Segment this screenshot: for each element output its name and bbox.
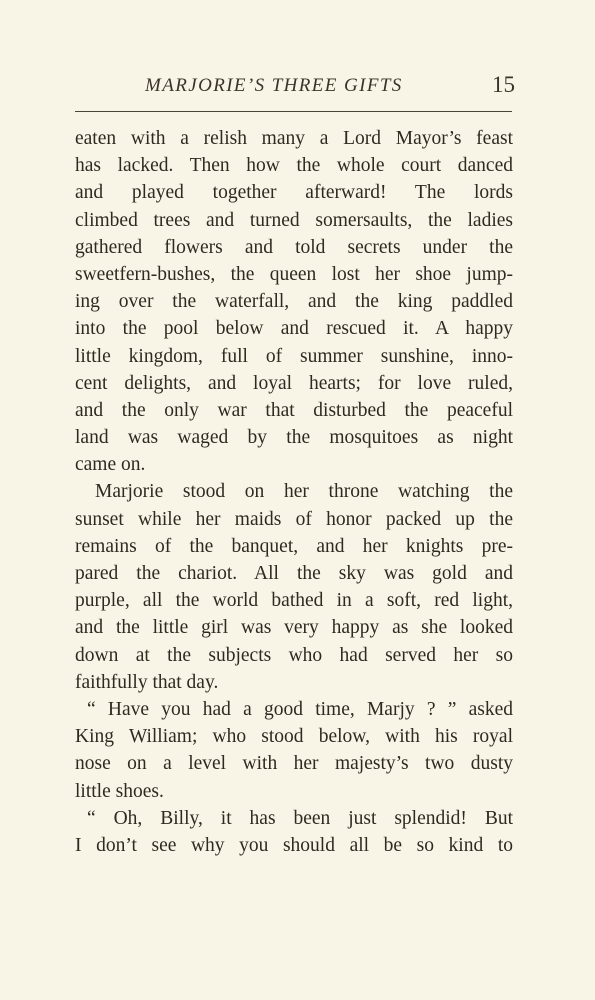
text-line: little shoes.: [75, 780, 164, 802]
text-line: “ Oh, Billy, it has been just splendid! But: [87, 807, 513, 829]
text-line: land was waged by the mosquitoes as night: [75, 427, 513, 449]
text-line: sunset while her maids of honor packed up the: [75, 508, 513, 530]
text-line: down at the subjects who had served her so: [75, 644, 513, 666]
text-line: cent delights, and loyal hearts; for love ruled,: [75, 372, 513, 394]
running-head: [75, 72, 515, 102]
text-line: nose on a level with her majesty’s two dusty: [75, 753, 513, 775]
text-line: gathered flowers and told secrets under the: [75, 236, 513, 258]
text-line: King William; who stood below, with his royal: [75, 726, 513, 748]
text-line: came on.: [75, 454, 146, 476]
text-line: purple, all the world bathed in a soft, red light,: [75, 590, 513, 612]
text-line: eaten with a relish many a Lord Mayor’s feast: [75, 128, 513, 149]
body-text: [75, 125, 513, 859]
page-number: 15: [492, 72, 515, 97]
text-line: sweetfern-bushes, the queen lost her shoe jump-: [75, 263, 513, 285]
running-title: MARJORIE’S THREE GIFTS: [145, 75, 403, 96]
text-line: “ Have you had a good time, Marjy ? ” asked: [87, 698, 513, 720]
text-line: remains of the banquet, and her knights pre-: [75, 535, 513, 557]
text-line: pared the chariot. All the sky was gold and: [75, 563, 513, 584]
text-line: faithfully that day.: [75, 671, 219, 693]
text-line: into the pool below and rescued it. A happy: [75, 318, 513, 340]
text-line: has lacked. Then how the whole court danced: [75, 155, 513, 177]
text-line: climbed trees and turned somersaults, the ladies: [75, 209, 513, 231]
text-line: little kingdom, full of summer sunshine, inno-: [75, 345, 513, 367]
text-line: and the little girl was very happy as she looked: [75, 617, 513, 639]
text-line: ing over the waterfall, and the king paddled: [75, 291, 513, 313]
text-line: and played together afterward! The lords: [75, 182, 513, 204]
text-line: I don’t see why you should all be so kind to: [75, 834, 513, 856]
text-line: Marjorie stood on her throne watching the: [95, 481, 513, 503]
text-line: and the only war that disturbed the peaceful: [75, 399, 513, 421]
header-rule: [75, 111, 512, 112]
